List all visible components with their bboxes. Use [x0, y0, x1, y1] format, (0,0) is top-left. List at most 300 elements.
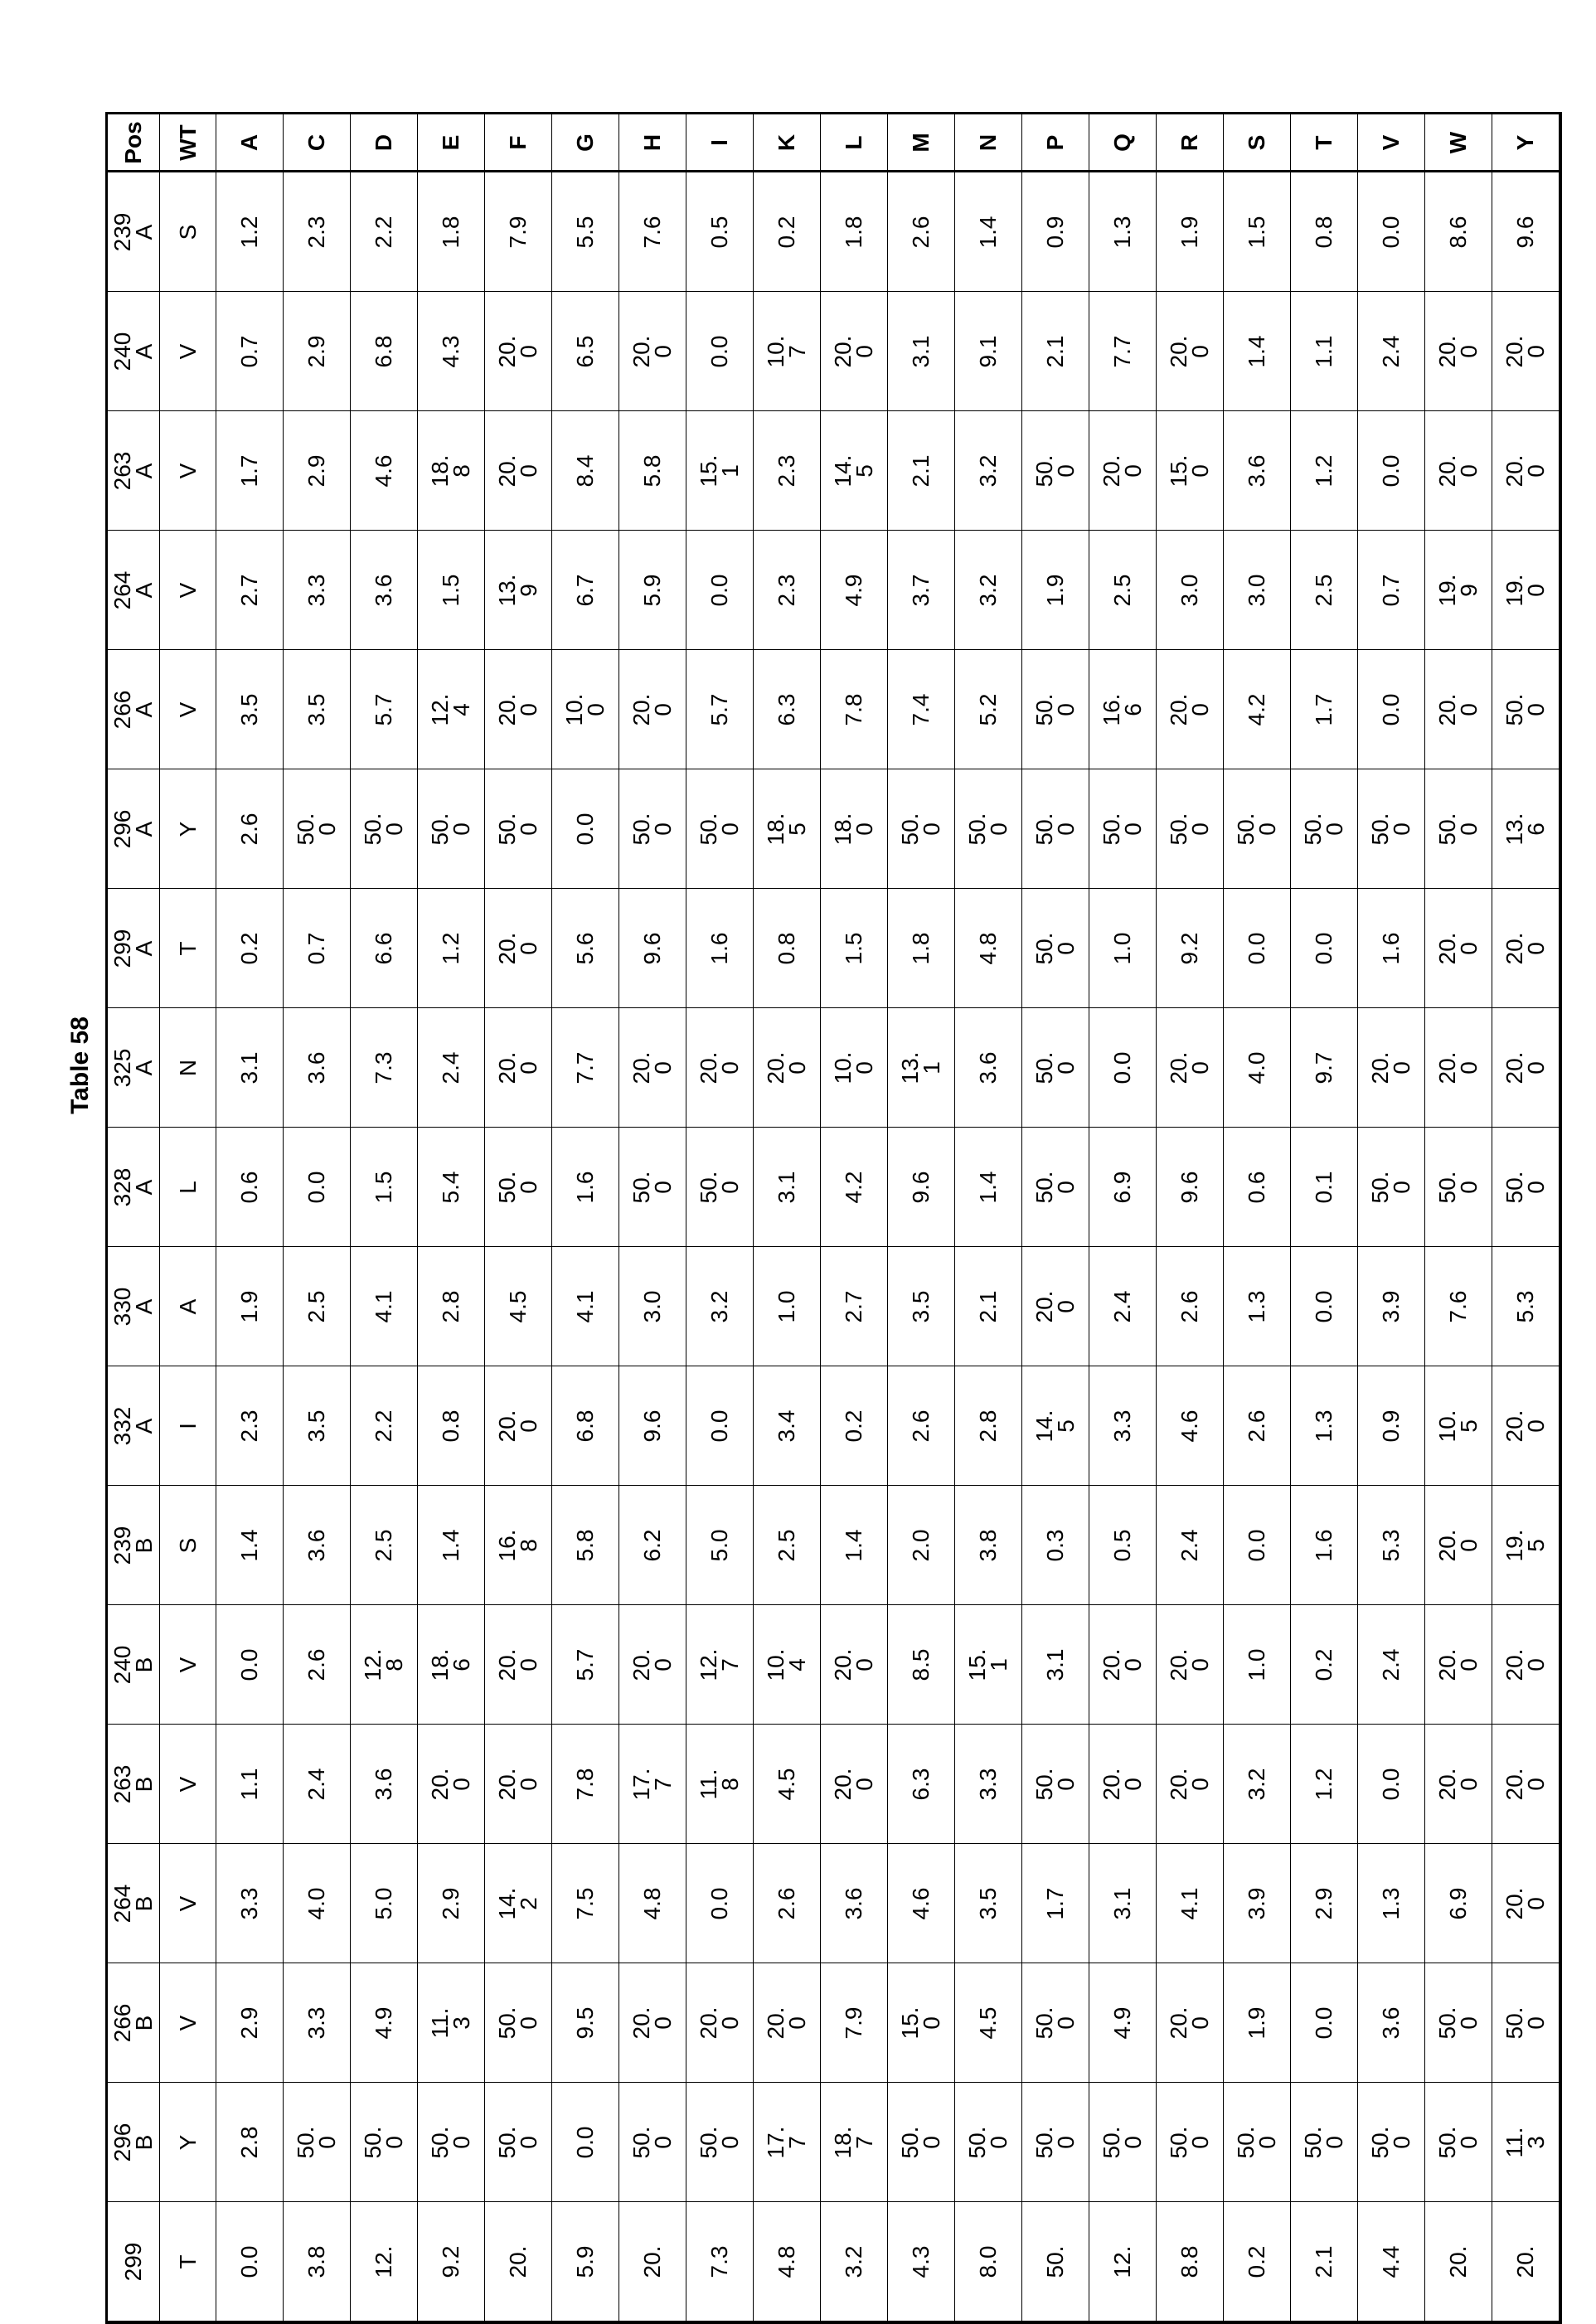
table-cell [552, 411, 619, 531]
cell-value: 3.3 [977, 1763, 999, 1806]
table-cell [686, 1008, 754, 1128]
cell-value: 20.0 [1034, 1285, 1077, 1328]
table-cell [1022, 1366, 1089, 1486]
column-header-label: N [977, 118, 999, 167]
table-cell [418, 1963, 485, 2083]
table-cell [821, 292, 888, 411]
table-cell [552, 1963, 619, 2083]
table-cell [1492, 650, 1560, 769]
table-cell [284, 1366, 351, 1486]
table-cell [686, 1963, 754, 2083]
table-cell [955, 769, 1022, 889]
column-header [888, 114, 955, 172]
table-cell [1291, 1486, 1358, 1605]
cell-value: 4.6 [1179, 1405, 1201, 1448]
column-header [754, 114, 821, 172]
column-header [1425, 114, 1492, 172]
table-cell [418, 1366, 485, 1486]
cell-value: 20.0 [497, 449, 540, 492]
cell-value: 20.0 [832, 1763, 876, 1806]
table-cell [1358, 1605, 1425, 1725]
table-cell [1492, 1128, 1560, 1247]
table-cell [821, 1486, 888, 1605]
cell-value: 3.3 [306, 2001, 327, 2045]
row-position-cell [108, 2083, 160, 2202]
cell-value: 1.9 [1045, 569, 1066, 612]
cell-value: 12.4 [429, 688, 473, 731]
cell-value: 20.0 [497, 688, 540, 731]
row-wt-cell [160, 1247, 216, 1366]
table-cell [485, 1008, 552, 1128]
cell-value: 20.0 [1504, 1763, 1547, 1806]
table-cell [1291, 1247, 1358, 1366]
table-cell [1224, 292, 1291, 411]
cell-value: 296A [112, 808, 155, 851]
table-cell [1224, 1008, 1291, 1128]
table-cell [418, 2083, 485, 2202]
cell-value: 50.0 [1034, 1763, 1077, 1806]
table-cell [284, 2202, 351, 2322]
table-cell [485, 531, 552, 650]
cell-value: 20.0 [497, 1405, 540, 1448]
table-cell [686, 292, 754, 411]
table-cell [1291, 292, 1358, 411]
table-cell [1157, 1008, 1224, 1128]
cell-value: 12.7 [698, 1643, 741, 1686]
cell-value: 2.4 [306, 1763, 327, 1806]
cell-value: 9.2 [440, 2240, 462, 2283]
table-cell [418, 1844, 485, 1963]
table-cell [485, 1128, 552, 1247]
cell-value: 50.0 [295, 808, 338, 851]
table-cell [1224, 1128, 1291, 1247]
cell-value: 0.0 [1380, 688, 1402, 731]
cell-value: 20.0 [698, 2001, 741, 2045]
cell-value: 50.0 [497, 2121, 540, 2164]
table-cell [686, 1247, 754, 1366]
column-header [108, 114, 160, 172]
cell-value: 1.5 [1246, 211, 1268, 254]
cell-value: 3.1 [1112, 1882, 1133, 1925]
table-cell [284, 292, 351, 411]
cell-value: 9.5 [575, 2001, 596, 2045]
table-cell [754, 1008, 821, 1128]
table-cell [1492, 2083, 1560, 2202]
cell-value: 299 [123, 2240, 144, 2283]
table-cell [955, 1128, 1022, 1247]
cell-value: 5.0 [709, 1524, 730, 1567]
table-cell [686, 2202, 754, 2322]
cell-value: 2.1 [977, 1285, 999, 1328]
table-cell [1022, 650, 1089, 769]
row-position-cell [108, 1605, 160, 1725]
cell-value: 2.4 [1179, 1524, 1201, 1567]
table-cell [1022, 2202, 1089, 2322]
cell-value: 2.4 [1380, 330, 1402, 373]
table-cell [1157, 1844, 1224, 1963]
table-cell [619, 531, 686, 650]
cell-value: 20.0 [1504, 1643, 1547, 1686]
table-cell [351, 292, 418, 411]
cell-value: V [177, 330, 199, 373]
row-wt-cell [160, 1844, 216, 1963]
column-header-label: I [709, 118, 730, 167]
row-wt-cell [160, 172, 216, 292]
table-cell [1291, 1008, 1358, 1128]
cell-value: 9.1 [977, 330, 999, 373]
column-header-label: K [776, 118, 798, 167]
cell-value: 20.0 [1437, 1763, 1480, 1806]
cell-value: 1.7 [239, 449, 260, 492]
table-cell [552, 172, 619, 292]
cell-value: 0.0 [306, 1166, 327, 1209]
table-cell [821, 1247, 888, 1366]
cell-value: 13.1 [900, 1046, 943, 1089]
table-cell [1022, 1128, 1089, 1247]
cell-value: 20.0 [832, 1643, 876, 1686]
table-cell [1358, 1128, 1425, 1247]
cell-value: 266B [112, 2001, 155, 2045]
cell-value: 50.0 [1504, 1166, 1547, 1209]
table-cell [955, 1963, 1022, 2083]
row-wt-cell [160, 650, 216, 769]
cell-value: 50.0 [429, 2121, 473, 2164]
table-cell [955, 1008, 1022, 1128]
table-cell [351, 1605, 418, 1725]
cell-value: 1.4 [843, 1524, 865, 1567]
cell-value: 4.9 [1112, 2001, 1133, 2045]
cell-value: 10.0 [832, 1046, 876, 1089]
cell-value: 50.0 [362, 808, 405, 851]
cell-value: 3.3 [306, 569, 327, 612]
column-header-label: Q [1112, 118, 1133, 167]
table-cell [1224, 1725, 1291, 1844]
cell-value: 296B [112, 2121, 155, 2164]
table-cell [1358, 531, 1425, 650]
cell-value: 20.0 [497, 927, 540, 970]
cell-value: 299A [112, 927, 155, 970]
table-cell [1224, 2202, 1291, 2322]
cell-value: 10.7 [765, 330, 808, 373]
cell-value: 20.0 [497, 1046, 540, 1089]
column-header-label: G [575, 118, 596, 167]
cell-value: T [177, 2240, 199, 2283]
table-cell [351, 1725, 418, 1844]
cell-value: 0.2 [1246, 2240, 1268, 2283]
table-cell [619, 1963, 686, 2083]
cell-value: 0.6 [239, 1166, 260, 1209]
cell-value: 2.9 [306, 449, 327, 492]
table-cell [216, 1844, 284, 1963]
cell-value: 1.9 [239, 1285, 260, 1328]
table-cell [1358, 2202, 1425, 2322]
cell-value: 18.5 [765, 808, 808, 851]
table-cell [955, 650, 1022, 769]
cell-value: 50.0 [497, 1166, 540, 1209]
table-cell [1358, 769, 1425, 889]
table-cell [418, 531, 485, 650]
cell-value: 0.5 [709, 211, 730, 254]
table-cell [1089, 1128, 1157, 1247]
table-cell [888, 1725, 955, 1844]
cell-value: L [177, 1166, 199, 1209]
table-cell [485, 1844, 552, 1963]
table-cell [1425, 1605, 1492, 1725]
table-cell [955, 1366, 1022, 1486]
table-cell [1089, 1725, 1157, 1844]
cell-value: 50.0 [631, 808, 674, 851]
cell-value: 2.5 [1112, 569, 1133, 612]
cell-value: 1.2 [1313, 449, 1335, 492]
table-cell [1291, 1725, 1358, 1844]
cell-value: 0.0 [1380, 449, 1402, 492]
table-cell [1358, 1008, 1425, 1128]
table-cell [1291, 1963, 1358, 2083]
column-header-label: C [306, 118, 327, 167]
table-cell [1157, 1725, 1224, 1844]
table-cell [1089, 292, 1157, 411]
cell-value: 2.4 [1112, 1285, 1133, 1328]
table-cell [888, 411, 955, 531]
table-cell [1022, 411, 1089, 531]
table-cell [1157, 2083, 1224, 2202]
table-cell [888, 1366, 955, 1486]
cell-value: 0.0 [1313, 2001, 1335, 2045]
cell-value: 2.3 [776, 569, 798, 612]
cell-value: 4.5 [776, 1763, 798, 1806]
table-cell [754, 1844, 821, 1963]
cell-value: 2.1 [1045, 330, 1066, 373]
table-cell [1022, 292, 1089, 411]
table-cell [418, 1128, 485, 1247]
cell-value: 3.8 [977, 1524, 999, 1567]
column-header-label: H [642, 118, 663, 167]
table-cell [955, 1605, 1022, 1725]
column-header [619, 114, 686, 172]
cell-value: 0.2 [776, 211, 798, 254]
table-cell [1291, 2202, 1358, 2322]
table-cell [418, 1486, 485, 1605]
table-cell [955, 2083, 1022, 2202]
table-cell [418, 2202, 485, 2322]
cell-value: 20. [642, 2240, 663, 2283]
table-cell [1022, 889, 1089, 1008]
cell-value: 9.6 [1179, 1166, 1201, 1209]
table-cell [754, 1247, 821, 1366]
table-cell [284, 1486, 351, 1605]
cell-value: 10.5 [1437, 1405, 1480, 1448]
table-cell [888, 1247, 955, 1366]
cell-value: 0.0 [575, 2121, 596, 2164]
table-cell [552, 2202, 619, 2322]
table-cell [1157, 292, 1224, 411]
cell-value: 3.0 [642, 1285, 663, 1328]
cell-value: 12.8 [362, 1643, 405, 1686]
cell-value: 50.0 [362, 2121, 405, 2164]
cell-value: 3.0 [1179, 569, 1201, 612]
cell-value: V [177, 569, 199, 612]
cell-value: 6.5 [575, 330, 596, 373]
cell-value: 50.0 [967, 2121, 1010, 2164]
table-cell [1224, 531, 1291, 650]
table-cell [351, 172, 418, 292]
table-cell [418, 650, 485, 769]
table-cell [1492, 1605, 1560, 1725]
table-cell [418, 889, 485, 1008]
table-cell [619, 1725, 686, 1844]
column-header-label: D [373, 118, 395, 167]
cell-value: 20.0 [1168, 1046, 1211, 1089]
table-cell [1492, 2202, 1560, 2322]
cell-value: 4.1 [1179, 1882, 1201, 1925]
cell-value: 4.8 [776, 2240, 798, 2283]
cell-value: 0.8 [776, 927, 798, 970]
table-cell [1425, 531, 1492, 650]
table-cell [1224, 889, 1291, 1008]
cell-value: 20.0 [631, 688, 674, 731]
cell-value: 20.0 [1504, 1882, 1547, 1925]
cell-value: 20.0 [1504, 330, 1547, 373]
cell-value: 50.0 [631, 2121, 674, 2164]
table-cell [888, 2202, 955, 2322]
table-cell [351, 1128, 418, 1247]
column-header [351, 114, 418, 172]
table-cell [216, 889, 284, 1008]
table-cell [619, 2202, 686, 2322]
cell-value: 3.1 [910, 330, 932, 373]
cell-value: 6.3 [776, 688, 798, 731]
cell-value: 18.8 [429, 449, 473, 492]
cell-value: 20.0 [765, 1046, 808, 1089]
cell-value: 4.8 [642, 1882, 663, 1925]
table-cell [552, 1725, 619, 1844]
table-cell [1291, 411, 1358, 531]
table-cell [485, 769, 552, 889]
table-cell [1291, 2083, 1358, 2202]
cell-value: 7.6 [1448, 1285, 1469, 1328]
cell-value: 2.8 [440, 1285, 462, 1328]
row-position-cell [108, 650, 160, 769]
table-cell [686, 1844, 754, 1963]
cell-value: 3.2 [977, 569, 999, 612]
cell-value: 11.3 [429, 2001, 473, 2045]
table-cell [1358, 1366, 1425, 1486]
table-cell [888, 889, 955, 1008]
row-position-cell [108, 292, 160, 411]
data-table [105, 112, 1562, 2324]
row-position-cell [108, 1128, 160, 1247]
table-cell [1358, 889, 1425, 1008]
cell-value: 1.9 [1246, 2001, 1268, 2045]
column-header-label: L [843, 118, 865, 167]
cell-value: 50.0 [1034, 2001, 1077, 2045]
table-cell [351, 650, 418, 769]
cell-value: 2.6 [306, 1643, 327, 1686]
table-cell [1157, 1486, 1224, 1605]
cell-value: 20.0 [1504, 1405, 1547, 1448]
cell-value: 3.6 [306, 1524, 327, 1567]
cell-value: 50.0 [1370, 808, 1413, 851]
table-cell [1224, 769, 1291, 889]
table-cell [284, 1963, 351, 2083]
cell-value: 19.0 [1504, 569, 1547, 612]
cell-value: 8.5 [910, 1643, 932, 1686]
cell-value: 7.8 [575, 1763, 596, 1806]
table-cell [418, 1725, 485, 1844]
table-cell [686, 411, 754, 531]
cell-value: V [177, 2001, 199, 2045]
cell-value: 20. [1448, 2240, 1469, 2283]
table-cell [1022, 769, 1089, 889]
cell-value: 20.0 [1437, 688, 1480, 731]
table-cell [216, 2202, 284, 2322]
table-cell [216, 1725, 284, 1844]
cell-value: 325A [112, 1046, 155, 1089]
cell-value: 3.5 [910, 1285, 932, 1328]
table-cell [1425, 769, 1492, 889]
cell-value: 20. [507, 2240, 529, 2283]
cell-value: 1.4 [977, 211, 999, 254]
table-cell [284, 1247, 351, 1366]
cell-value: 20.0 [832, 330, 876, 373]
table-cell [1358, 1247, 1425, 1366]
cell-value: 1.6 [1313, 1524, 1335, 1567]
column-header-label: Y [1515, 118, 1536, 167]
table-cell [754, 1605, 821, 1725]
table-cell [955, 1247, 1022, 1366]
cell-value: 240B [112, 1643, 155, 1686]
cell-value: 4.9 [843, 569, 865, 612]
table-cell [1157, 1366, 1224, 1486]
table-cell [821, 411, 888, 531]
table-cell [552, 292, 619, 411]
table-cell [955, 172, 1022, 292]
cell-value: 50.0 [497, 808, 540, 851]
table-cell [888, 172, 955, 292]
table-cell [1425, 1844, 1492, 1963]
table-cell [1224, 1963, 1291, 2083]
cell-value: 50.0 [1101, 808, 1144, 851]
table-cell [619, 1366, 686, 1486]
cell-value: 3.3 [1112, 1405, 1133, 1448]
row-wt-cell [160, 292, 216, 411]
cell-value: 4.1 [575, 1285, 596, 1328]
table-cell [216, 2083, 284, 2202]
table-cell [485, 2202, 552, 2322]
cell-value: 9.6 [910, 1166, 932, 1209]
cell-value: 20.0 [1504, 449, 1547, 492]
cell-value: 50.0 [1303, 808, 1346, 851]
cell-value: 4.6 [910, 1882, 932, 1925]
cell-value: 50.0 [1504, 2001, 1547, 2045]
table-cell [284, 2083, 351, 2202]
cell-value: 5.7 [709, 688, 730, 731]
table-cell [1022, 1844, 1089, 1963]
table-cell [552, 1605, 619, 1725]
cell-value: 20.0 [497, 330, 540, 373]
cell-value: 20.0 [1168, 330, 1211, 373]
table-cell [485, 172, 552, 292]
table-cell [1358, 1963, 1425, 2083]
table-cell [485, 1963, 552, 2083]
table-cell [485, 2083, 552, 2202]
cell-value: 50.0 [497, 2001, 540, 2045]
cell-value: 20.0 [1504, 927, 1547, 970]
table-cell [619, 411, 686, 531]
cell-value: 50.0 [698, 2121, 741, 2164]
cell-value: 20.0 [1168, 1643, 1211, 1686]
table-cell [1291, 889, 1358, 1008]
